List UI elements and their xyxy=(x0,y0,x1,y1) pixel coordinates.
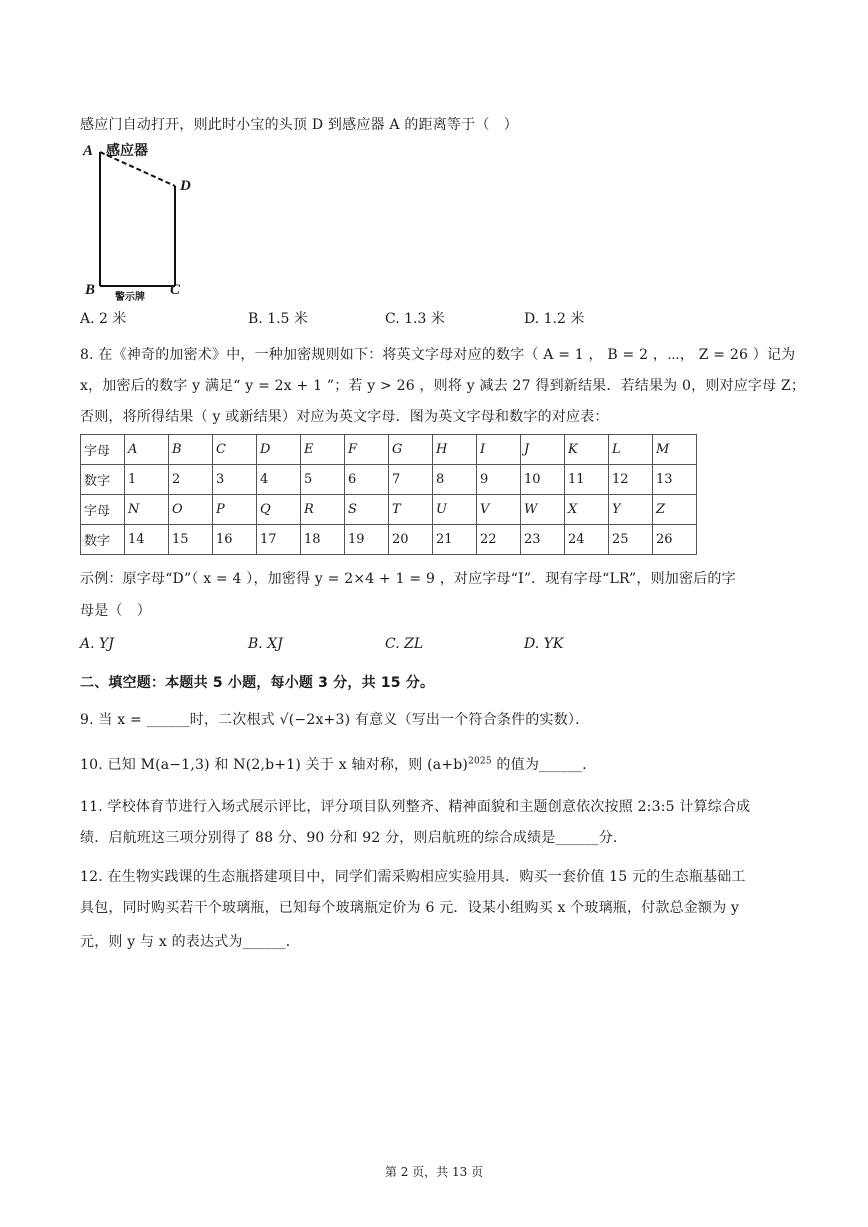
table-cell: 7 xyxy=(389,465,433,495)
table-cell: 11 xyxy=(565,465,609,495)
label-sensor: 感应器 xyxy=(106,143,148,159)
table-cell: Q xyxy=(257,495,301,525)
table-cell: 18 xyxy=(301,525,345,555)
table-cell: M xyxy=(653,435,697,465)
q7-option-b[interactable]: B. 1.5 米 xyxy=(248,311,308,327)
q9-text: 9. 当 x = ______时，二次根式 √(−2x+3) 有意义（写出一个符合条件的实数）． xyxy=(80,712,590,728)
table-cell: H xyxy=(433,435,477,465)
label-c: C xyxy=(170,282,181,298)
table-cell: W xyxy=(521,495,565,525)
table-cell: 5 xyxy=(301,465,345,495)
q8-option-a[interactable]: A. YJ xyxy=(80,636,114,652)
q8-option-d[interactable]: D. YK xyxy=(524,636,564,652)
label-a: A xyxy=(83,143,94,159)
table-cell: G xyxy=(389,435,433,465)
table-cell: 6 xyxy=(345,465,389,495)
row-header: 数字 xyxy=(81,465,125,495)
table-cell: P xyxy=(213,495,257,525)
table-cell: J xyxy=(521,435,565,465)
table-cell: 26 xyxy=(653,525,697,555)
table-cell: 15 xyxy=(169,525,213,555)
table-cell: 24 xyxy=(565,525,609,555)
q8-line-3: 否则，将所得结果（ y 或新结果）对应为英文字母．图为英文字母和数字的对应表： xyxy=(80,409,609,425)
row-header: 字母 xyxy=(81,495,125,525)
q12-line-2: 具包，同时购买若干个玻璃瓶，已知每个玻璃瓶定价为 6 元．设某小组购买 x 个玻璃瓶，付款总金额为 y xyxy=(80,900,740,916)
table-cell: Y xyxy=(609,495,653,525)
table-cell: 19 xyxy=(345,525,389,555)
table-row xyxy=(81,435,697,465)
q11-line-2: 绩．启航班这三项分别得了 88 分、90 分和 92 分，则启航班的综合成绩是______分． xyxy=(80,830,628,846)
table-cell: 9 xyxy=(477,465,521,495)
table-cell: 2 xyxy=(169,465,213,495)
q8-example-1: 示例：原字母“D”（ x = 4 ），加密得 y = 2×4 + 1 = 9 ，对应字母“I”．现有字母“LR”，则加密后的字 xyxy=(80,571,736,587)
table-row xyxy=(81,495,697,525)
table-cell: 14 xyxy=(125,525,169,555)
q7-option-c[interactable]: C. 1.3 米 xyxy=(385,311,445,327)
table-cell: 10 xyxy=(521,465,565,495)
q7-figure-svg xyxy=(80,140,200,303)
q10-exponent: 2025 xyxy=(468,756,492,767)
row-header: 数字 xyxy=(81,525,125,555)
q7-option-a[interactable]: A. 2 米 xyxy=(80,311,127,327)
table-cell: A xyxy=(125,435,169,465)
q12-line-3: 元，则 y 与 x 的表达式为______． xyxy=(80,934,301,950)
q7-figure xyxy=(80,140,200,303)
table-cell: B xyxy=(169,435,213,465)
table-cell: 1 xyxy=(125,465,169,495)
table-cell: 4 xyxy=(257,465,301,495)
table-cell: K xyxy=(565,435,609,465)
table-cell: 25 xyxy=(609,525,653,555)
label-d: D xyxy=(180,178,191,194)
q11-line-1: 11. 学校体育节进行入场式展示评比，评分项目队列整齐、精神面貌和主题创意依次按照 2:3:5 计算综合成 xyxy=(80,799,751,815)
table-cell: V xyxy=(477,495,521,525)
page-footer: 第 2 页，共 13 页 xyxy=(384,1165,484,1179)
table-cell: 16 xyxy=(213,525,257,555)
label-bottom: 警示牌 xyxy=(115,292,145,303)
table-cell: 22 xyxy=(477,525,521,555)
q8-option-b[interactable]: B. XJ xyxy=(248,636,283,652)
table-cell: I xyxy=(477,435,521,465)
table-cell: L xyxy=(609,435,653,465)
table-cell: Z xyxy=(653,495,697,525)
table-cell: C xyxy=(213,435,257,465)
q8-example-2: 母是（ ） xyxy=(80,603,151,619)
table-cell: 20 xyxy=(389,525,433,555)
row-header: 字母 xyxy=(81,435,125,465)
table-cell: N xyxy=(125,495,169,525)
table-cell: T xyxy=(389,495,433,525)
label-b: B xyxy=(85,282,96,298)
q10-text-b: 的值为______． xyxy=(491,757,597,773)
table-cell: D xyxy=(257,435,301,465)
q8-option-c[interactable]: C. ZL xyxy=(385,636,424,652)
q10-line xyxy=(80,754,596,774)
table-cell: 12 xyxy=(609,465,653,495)
q12-line-1: 12. 在生物实践课的生态瓶搭建项目中，同学们需采购相应实验用具．购买一套价值 15 元的生态瓶基础工 xyxy=(80,869,746,885)
letter-number-table xyxy=(80,434,697,555)
table-cell: X xyxy=(565,495,609,525)
table-cell: O xyxy=(169,495,213,525)
table-row xyxy=(81,525,697,555)
table-cell: 21 xyxy=(433,525,477,555)
q7-option-d[interactable]: D. 1.2 米 xyxy=(524,311,585,327)
q8-line-2: x，加密后的数字 y 满足“ y = 2x + 1 ”；若 y > 26 ，则将 y 减去 27 得到新结果．若结果为 0，则对应字母 Z； xyxy=(80,378,806,394)
table-cell: 23 xyxy=(521,525,565,555)
q8-line-1: 8. 在《神奇的加密术》中，一种加密规则如下：将英文字母对应的数字（ A = 1 ， B = 2 ，⋯， Z = 26 ）记为 xyxy=(80,347,796,363)
table-cell: S xyxy=(345,495,389,525)
table-cell: 13 xyxy=(653,465,697,495)
table-cell: 3 xyxy=(213,465,257,495)
table-cell: R xyxy=(301,495,345,525)
q7-stem-tail: 感应门自动打开，则此时小宝的头顶 D 到感应器 A 的距离等于（ ） xyxy=(80,117,518,133)
table-cell: E xyxy=(301,435,345,465)
q10-text-a: 10. 已知 M(a−1,3) 和 N(2,b+1) 关于 x 轴对称，则 (a+b) xyxy=(80,757,469,773)
section-title: 二、填空题：本题共 5 小题，每小题 3 分，共 15 分。 xyxy=(80,675,435,691)
table-cell: F xyxy=(345,435,389,465)
table-row xyxy=(81,465,697,495)
table-cell: U xyxy=(433,495,477,525)
table-cell: 8 xyxy=(433,465,477,495)
table-cell: 17 xyxy=(257,525,301,555)
